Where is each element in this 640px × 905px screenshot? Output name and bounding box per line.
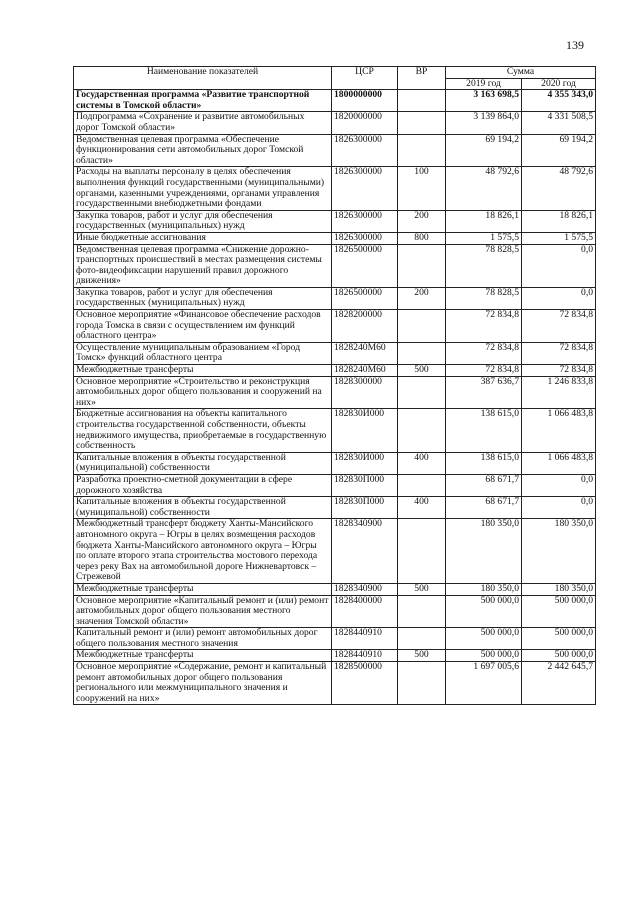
cell-2020: 500 000,0: [522, 595, 596, 628]
table-row: [74, 452, 596, 474]
cell-2019: 68 671,7: [446, 474, 522, 496]
cell-2020: 0,0: [522, 287, 596, 309]
header-year-2019: 2019 год: [446, 78, 522, 90]
cell-2019: 18 826,1: [446, 210, 522, 232]
cell-2019: 387 636,7: [446, 376, 522, 409]
cell-2019: 500 000,0: [446, 595, 522, 628]
cell-code: 182830И000: [332, 409, 398, 452]
cell-2019: 72 834,8: [446, 365, 522, 377]
cell-code: 182830И000: [332, 452, 398, 474]
cell-code: 1826300000: [332, 232, 398, 244]
cell-2020: 48 792,6: [522, 167, 596, 210]
cell-vr: 200: [398, 287, 446, 309]
cell-2019: 138 615,0: [446, 452, 522, 474]
cell-2019: 72 834,8: [446, 310, 522, 343]
cell-2019: 78 828,5: [446, 244, 522, 287]
cell-code: 1820000000: [332, 112, 398, 134]
table-row: [74, 244, 596, 287]
cell-2020: 0,0: [522, 497, 596, 519]
cell-vr: [398, 90, 446, 112]
table-row: [74, 112, 596, 134]
table-header: [74, 67, 596, 90]
cell-name: Межбюджетный трансферт бюджету Ханты-Мансийского автономного округа – Югры в целях возмещения расходов бюджета Ханты-Мансийского автономного округа – Югры по оплате второго этапа строительства мостового перехода через реку Вах на автомобильной дороге Нижневартовск – Стрежевой: [74, 519, 332, 584]
cell-code: 1828400000: [332, 595, 398, 628]
table-row: [74, 474, 596, 496]
cell-vr: [398, 244, 446, 287]
header-code: ЦСР: [332, 67, 398, 90]
cell-vr: 100: [398, 167, 446, 210]
cell-code: 1826300000: [332, 167, 398, 210]
cell-code: 1828240М60: [332, 342, 398, 364]
table-row: [74, 519, 596, 584]
cell-vr: [398, 519, 446, 584]
table-row: [74, 210, 596, 232]
cell-vr: [398, 595, 446, 628]
header-year-2020: 2020 год: [522, 78, 596, 90]
cell-name: Иные бюджетные ассигнования: [74, 232, 332, 244]
header-name: Наименование показателей: [74, 67, 332, 90]
cell-name: Осуществление муниципальным образованием «Город Томск» функций областного центра: [74, 342, 332, 364]
cell-name: Основное мероприятие «Строительство и реконструкция автомобильных дорог общего пользования и сооружений на них»: [74, 376, 332, 409]
cell-name: Разработка проектно-сметной документации в сфере дорожного хозяйства: [74, 474, 332, 496]
cell-vr: [398, 342, 446, 364]
cell-code: 182830П000: [332, 497, 398, 519]
cell-2019: 69 194,2: [446, 134, 522, 167]
table-row: [74, 232, 596, 244]
cell-2020: 4 331 508,5: [522, 112, 596, 134]
budget-table: [73, 66, 596, 705]
cell-name: Расходы на выплаты персоналу в целях обеспечения выполнения функций государственными (муниципальными) органами, казенными учреждениями, органами управления государственными внебюджетными фондами: [74, 167, 332, 210]
cell-code: 1826300000: [332, 210, 398, 232]
cell-2020: 4 355 343,0: [522, 90, 596, 112]
cell-vr: [398, 662, 446, 705]
cell-name: Капитальный ремонт и (или) ремонт автомобильных дорог общего пользования местного значения: [74, 628, 332, 650]
table-row: [74, 628, 596, 650]
cell-2020: 500 000,0: [522, 650, 596, 662]
cell-vr: [398, 474, 446, 496]
cell-name: Закупка товаров, работ и услуг для обеспечения государственных (муниципальных) нужд: [74, 210, 332, 232]
table-row: [74, 583, 596, 595]
table-row: [74, 365, 596, 377]
cell-2020: 18 826,1: [522, 210, 596, 232]
table-row: [74, 167, 596, 210]
cell-vr: [398, 376, 446, 409]
cell-name: Основное мероприятие «Финансовое обеспечение расходов города Томска в связи с осуществлением им функций областного центра»: [74, 310, 332, 343]
cell-2020: 0,0: [522, 474, 596, 496]
cell-2020: 72 834,8: [522, 365, 596, 377]
cell-name: Межбюджетные трансферты: [74, 365, 332, 377]
page-number: 139: [566, 38, 584, 52]
cell-name: Подпрограмма «Сохранение и развитие автомобильных дорог Томской области»: [74, 112, 332, 134]
table-body: [74, 90, 596, 705]
table-row: [74, 134, 596, 167]
cell-2019: 1 575,5: [446, 232, 522, 244]
cell-code: 1828440910: [332, 650, 398, 662]
cell-name: Капитальные вложения в объекты государственной (муниципальной) собственности: [74, 452, 332, 474]
table-row: [74, 342, 596, 364]
cell-2020: 180 350,0: [522, 583, 596, 595]
cell-vr: [398, 112, 446, 134]
table-row: [74, 90, 596, 112]
cell-vr: 200: [398, 210, 446, 232]
cell-name: Закупка товаров, работ и услуг для обеспечения государственных (муниципальных) нужд: [74, 287, 332, 309]
table-row: [74, 287, 596, 309]
table-row: [74, 650, 596, 662]
cell-name: Государственная программа «Развитие транспортной системы в Томской области»: [74, 90, 332, 112]
cell-vr: [398, 134, 446, 167]
cell-name: Межбюджетные трансферты: [74, 583, 332, 595]
cell-name: Капитальные вложения в объекты государственной (муниципальной) собственности: [74, 497, 332, 519]
cell-code: 1828340900: [332, 583, 398, 595]
table-row: [74, 310, 596, 343]
cell-code: 1828300000: [332, 376, 398, 409]
cell-vr: 400: [398, 497, 446, 519]
cell-2020: 1 575,5: [522, 232, 596, 244]
table-row: [74, 409, 596, 452]
cell-code: 1828500000: [332, 662, 398, 705]
cell-2019: 3 139 864,0: [446, 112, 522, 134]
cell-code: 1800000000: [332, 90, 398, 112]
cell-2020: 500 000,0: [522, 628, 596, 650]
cell-vr: 500: [398, 365, 446, 377]
header-vr: ВР: [398, 67, 446, 90]
cell-name: Основное мероприятие «Капитальный ремонт и (или) ремонт автомобильных дорог общего пользования местного значения Томской области»: [74, 595, 332, 628]
cell-2020: 180 350,0: [522, 519, 596, 584]
cell-vr: 800: [398, 232, 446, 244]
cell-name: Ведомственная целевая программа «Обеспечение функционирования сети автомобильных дорог Томской области»: [74, 134, 332, 167]
cell-vr: [398, 310, 446, 343]
cell-name: Межбюджетные трансферты: [74, 650, 332, 662]
cell-vr: 400: [398, 452, 446, 474]
cell-2019: 180 350,0: [446, 583, 522, 595]
table-row: [74, 497, 596, 519]
cell-vr: 500: [398, 650, 446, 662]
cell-2019: 48 792,6: [446, 167, 522, 210]
cell-2019: 78 828,5: [446, 287, 522, 309]
cell-2019: 500 000,0: [446, 628, 522, 650]
cell-name: Ведомственная целевая программа «Снижение дорожно-транспортных происшествий в местах размещения системы фото-видеофиксации нарушений правил дорожного движения»: [74, 244, 332, 287]
table-row: [74, 376, 596, 409]
cell-2020: 2 442 645,7: [522, 662, 596, 705]
cell-2019: 138 615,0: [446, 409, 522, 452]
cell-vr: 500: [398, 583, 446, 595]
table-row: [74, 662, 596, 705]
cell-code: 1826500000: [332, 287, 398, 309]
cell-code: 182830П000: [332, 474, 398, 496]
cell-code: 1828440910: [332, 628, 398, 650]
cell-name: Бюджетные ассигнования на объекты капитального строительства государственной собственности, объекты недвижимого имущества, приобретаемые в государственную собственность: [74, 409, 332, 452]
cell-2020: 69 194,2: [522, 134, 596, 167]
cell-vr: [398, 409, 446, 452]
cell-code: 1828240М60: [332, 365, 398, 377]
header-sum: Сумма: [446, 67, 596, 79]
cell-2019: 68 671,7: [446, 497, 522, 519]
cell-code: 1828200000: [332, 310, 398, 343]
cell-2020: 1 066 483,8: [522, 452, 596, 474]
cell-2020: 72 834,8: [522, 310, 596, 343]
cell-code: 1826500000: [332, 244, 398, 287]
cell-2020: 1 246 833,8: [522, 376, 596, 409]
cell-2019: 72 834,8: [446, 342, 522, 364]
cell-2019: 3 163 698,5: [446, 90, 522, 112]
cell-2019: 1 697 005,6: [446, 662, 522, 705]
cell-2019: 180 350,0: [446, 519, 522, 584]
cell-code: 1826300000: [332, 134, 398, 167]
cell-2020: 72 834,8: [522, 342, 596, 364]
cell-2020: 1 066 483,8: [522, 409, 596, 452]
cell-vr: [398, 628, 446, 650]
cell-code: 1828340900: [332, 519, 398, 584]
cell-2020: 0,0: [522, 244, 596, 287]
cell-name: Основное мероприятие «Содержание, ремонт и капитальный ремонт автомобильных дорог общего пользования регионального или межмуниципального значения и сооружений на них»: [74, 662, 332, 705]
cell-2019: 500 000,0: [446, 650, 522, 662]
table-row: [74, 595, 596, 628]
